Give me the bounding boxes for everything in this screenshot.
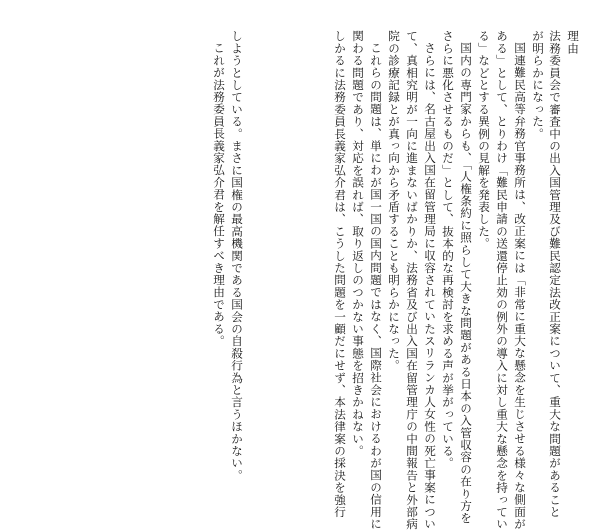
body-line-11: これらの問題は、単にわが国一国の国内問題ではなく、国際社会におけるわが国の信用に xyxy=(369,42,383,530)
body-line-15: これが法務委員長義家弘介君を解任すべき理由である。 xyxy=(212,42,226,347)
body-line-1: 法務委員会で審査中の出入国管理及び難民認定法改正案について、重大な問題があること xyxy=(548,30,562,518)
body-line-6: 国内の専門家からも、「人権条約に照らして大きな問題がある日本の入管収容の在り方を xyxy=(459,42,473,525)
body-line-4: ある」として、とりわけ「難民申請の送還停止効の例外の導入に対し重大な懸念を持ってい xyxy=(495,30,509,530)
body-line-5: る」などとする異例の見解を発表した。 xyxy=(477,30,491,250)
body-line-10: 院の診療記録とが真っ向から矛盾することも明らかになった。 xyxy=(387,30,401,372)
body-line-12: 関わる問題であり、対応を誤れば、取り返しのつかない事態を招きかねない。 xyxy=(351,30,365,457)
body-line-13: しかるに法務委員長義家弘介君は、こうした問題を一顧だにせず、本法律案の採決を強行 xyxy=(333,30,347,518)
body-line-2: が明らかになった。 xyxy=(531,30,545,140)
heading-reason: 理由 xyxy=(566,30,580,55)
body-line-14: しようとしている。まさに国権の最高機関である国会の自殺行為と言うほかない。 xyxy=(230,30,244,482)
body-line-8: さらには、名古屋出入国在留管理局に収容されていたスリランカ人女性の死亡事案につい xyxy=(423,42,437,530)
body-line-3: 国連難民高等弁務官事務所は、改正案には「非常に重大な懸念を生じさせる様々な側面が xyxy=(513,42,527,530)
body-line-9: て、真相究明が一向に進まないばかりか、法務省及び出入国在留管理庁の中間報告と外部病 xyxy=(405,30,419,530)
body-line-7: さらに悪化させるものだ」として、抜本的な再検討を求める声が挙がっている。 xyxy=(441,30,455,470)
